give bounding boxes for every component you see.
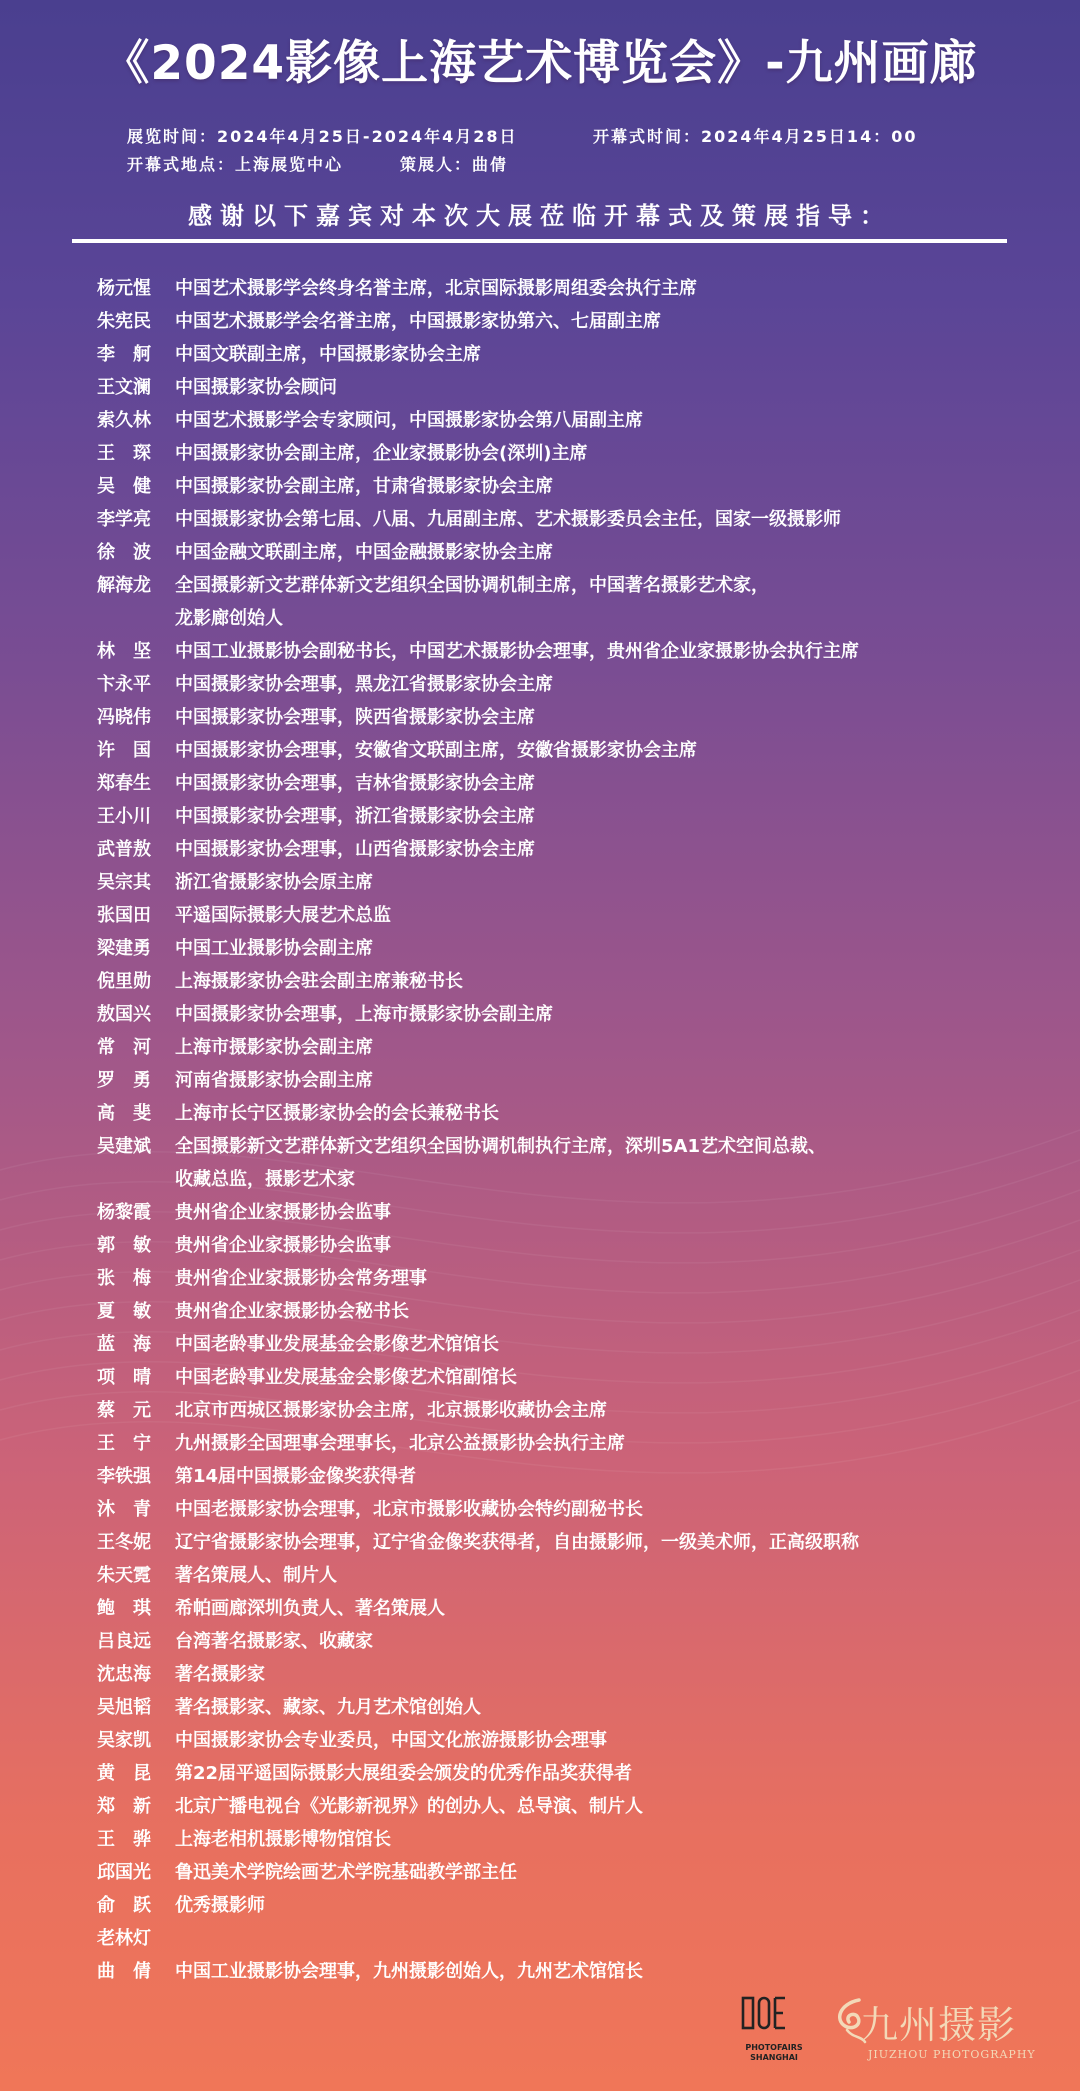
guest-description: 上海老相机摄影博物馆馆长 [175,1829,391,1850]
guest-name: 王 骅 [97,1829,151,1850]
guest-row [97,1427,1057,1460]
guest-description: 中国工业摄影协会副主席 [175,938,373,959]
guest-description: 平遥国际摄影大展艺术总监 [175,905,391,926]
guest-row [97,1691,1057,1724]
guest-name: 徐 波 [97,542,151,563]
guest-name: 王小川 [97,806,151,827]
guest-row [97,404,1057,437]
guest-row [97,635,1057,668]
guest-name: 罗 勇 [97,1070,151,1091]
guest-row [97,701,1057,734]
guest-row [97,1526,1057,1559]
guest-name: 倪里勋 [97,971,151,992]
guest-description: 中国摄影家协会专业委员，中国文化旅游摄影协会理事 [175,1730,607,1751]
guest-name: 鲍 琪 [97,1598,151,1619]
guest-row [97,866,1057,899]
guest-name: 项 晴 [97,1367,151,1388]
guest-row [97,833,1057,866]
guest-name: 李学亮 [97,509,151,530]
guest-description: 辽宁省摄影家协会理事，辽宁省金像奖获得者，自由摄影师，一级美术师，正高级职称 [175,1532,859,1553]
guest-row [97,1262,1057,1295]
guest-name: 武普敖 [97,839,151,860]
divider [72,239,1007,243]
guest-description: 贵州省企业家摄影协会监事 [175,1235,391,1256]
exhibition-time: 展览时间：2024年4月25日-2024年4月28日 [127,127,518,146]
guest-row [97,1658,1057,1691]
guest-name: 常 河 [97,1037,151,1058]
guest-name: 蓝 海 [97,1334,151,1355]
guest-row [97,1856,1057,1889]
guest-description: 优秀摄影师 [175,1895,265,1916]
guest-name: 卞永平 [97,674,151,695]
guest-row [97,1460,1057,1493]
guest-description: 上海市长宁区摄影家协会的会长兼秘书长 [175,1103,499,1124]
guest-name: 吴宗其 [97,872,151,893]
guest-name: 俞 跃 [97,1895,151,1916]
page-title: 《2024影像上海艺术博览会》-九州画廊 [102,36,978,91]
guest-name: 李铁强 [97,1466,151,1487]
guest-name: 蔡 元 [97,1400,151,1421]
guest-row [97,734,1057,767]
guest-name: 沐 青 [97,1499,151,1520]
guest-description: 上海摄影家协会驻会副主席兼秘书长 [175,971,463,992]
guest-row [97,1790,1057,1823]
guest-name: 夏 敏 [97,1301,151,1322]
guest-description: 中国金融文联副主席，中国金融摄影家协会主席 [175,542,553,563]
guest-description: 中国老摄影家协会理事，北京市摄影收藏协会特约副秘书长 [175,1499,643,1520]
guest-description: 中国艺术摄影学会名誉主席，中国摄影家协第六、七届副主席 [175,311,661,332]
guest-description: 中国摄影家协会理事，黑龙江省摄影家协会主席 [175,674,553,695]
guest-description: 浙江省摄影家协会原主席 [175,872,373,893]
guest-description: 中国工业摄影协会理事，九州摄影创始人，九州艺术馆馆长 [175,1961,643,1982]
guest-description: 贵州省企业家摄影协会监事 [175,1202,391,1223]
guest-description: 中国文联副主席，中国摄影家协会主席 [175,344,481,365]
guest-row [97,1922,1057,1955]
guest-row [97,536,1057,569]
guest-description: 全国摄影新文艺群体新文艺组织全国协调机制执行主席，深圳5A1艺术空间总裁、 收藏总监，摄影艺术家 [175,1136,826,1190]
photofairs-logo-icon [741,1995,787,2031]
guest-description: 贵州省企业家摄影协会秘书长 [175,1301,409,1322]
guest-name: 沈忠海 [97,1664,151,1685]
guest-row [97,569,1057,635]
guest-name: 王冬妮 [97,1532,151,1553]
guest-name: 高 斐 [97,1103,151,1124]
guest-row [97,503,1057,536]
guest-description: 贵州省企业家摄影协会常务理事 [175,1268,427,1289]
guest-description: 著名策展人、制片人 [175,1565,337,1586]
guest-description: 台湾著名摄影家、收藏家 [175,1631,373,1652]
guest-row [97,272,1057,305]
guest-name: 索久林 [97,410,151,431]
guest-row [97,1625,1057,1658]
guest-row [97,1361,1057,1394]
guest-name: 吴家凯 [97,1730,151,1751]
guest-row [97,1955,1057,1988]
thanks-heading: 感谢以下嘉宾对本次大展莅临开幕式及策展指导： [188,202,892,230]
guest-row [97,1064,1057,1097]
guest-description: 北京市西城区摄影家协会主席，北京摄影收藏协会主席 [175,1400,607,1421]
guest-name: 杨元惺 [97,278,151,299]
jiuzhou-logo-english: JIUZHOU PHOTOGRAPHY [868,2048,1036,2061]
guest-name: 吕良远 [97,1631,151,1652]
guest-list [97,272,1057,1988]
guest-row [97,1823,1057,1856]
guest-row [97,899,1057,932]
guest-name: 吴 健 [97,476,151,497]
guest-description: 著名摄影家、藏家、九月艺术馆创始人 [175,1697,481,1718]
guest-description: 中国摄影家协会理事，陕西省摄影家协会主席 [175,707,535,728]
guest-description: 中国摄影家协会顾问 [175,377,337,398]
guest-row [97,1229,1057,1262]
guest-row [97,998,1057,1031]
guest-name: 王 琛 [97,443,151,464]
guest-row [97,1394,1057,1427]
guest-row [97,1559,1057,1592]
guest-row [97,437,1057,470]
guest-description: 中国艺术摄影学会终身名誉主席，北京国际摄影周组委会执行主席 [175,278,697,299]
jiuzhou-logo-name: 九州摄影 [860,2003,1017,2047]
guest-name: 李 舸 [97,344,151,365]
photofairs-logo-text: PHOTOFAIRS SHANGHAI [745,2043,803,2062]
guest-name: 王文澜 [97,377,151,398]
guest-name: 解海龙 [97,575,151,596]
guest-description: 中国摄影家协会理事，安徽省文联副主席，安徽省摄影家协会主席 [175,740,697,761]
guest-description: 第22届平遥国际摄影大展组委会颁发的优秀作品奖获得者 [175,1763,633,1784]
guest-row [97,1493,1057,1526]
guest-description: 中国摄影家协会理事，吉林省摄影家协会主席 [175,773,535,794]
guest-row [97,1097,1057,1130]
guest-description: 中国老龄事业发展基金会影像艺术馆馆长 [175,1334,499,1355]
opening-venue: 开幕式地点：上海展览中心 [127,155,344,174]
guest-row [97,470,1057,503]
guest-description: 全国摄影新文艺群体新文艺组织全国协调机制主席，中国著名摄影艺术家， 龙影廊创始人 [175,575,769,629]
guest-description: 中国摄影家协会理事，上海市摄影家协会副主席 [175,1004,553,1025]
guest-name: 黄 昆 [97,1763,151,1784]
guest-description: 中国摄影家协会副主席，甘肃省摄影家协会主席 [175,476,553,497]
guest-name: 吴旭韬 [97,1697,151,1718]
guest-description: 中国摄影家协会理事，浙江省摄影家协会主席 [175,806,535,827]
guest-description: 鲁迅美术学院绘画艺术学院基础教学部主任 [175,1862,517,1883]
guest-row [97,1757,1057,1790]
guest-name: 朱天霓 [97,1565,151,1586]
guest-name: 梁建勇 [97,938,151,959]
guest-name: 张 梅 [97,1268,151,1289]
guest-name: 敖国兴 [97,1004,151,1025]
guest-name: 许 国 [97,740,151,761]
guest-row [97,1295,1057,1328]
guest-description: 中国摄影家协会副主席，企业家摄影协会(深圳)主席 [175,443,588,464]
guest-name: 老林灯 [97,1928,151,1949]
guest-row [97,1592,1057,1625]
guest-name: 郭 敏 [97,1235,151,1256]
guest-description: 北京广播电视台《光影新视界》的创办人、总导演、制片人 [175,1796,643,1817]
guest-description: 中国老龄事业发展基金会影像艺术馆副馆长 [175,1367,517,1388]
guest-row [97,338,1057,371]
guest-description: 上海市摄影家协会副主席 [175,1037,373,1058]
guest-description: 中国摄影家协会理事，山西省摄影家协会主席 [175,839,535,860]
guest-row [97,305,1057,338]
guest-description: 河南省摄影家协会副主席 [175,1070,373,1091]
guest-description: 中国艺术摄影学会专家顾问，中国摄影家协会第八届副主席 [175,410,643,431]
guest-description: 第14届中国摄影金像奖获得者 [175,1466,417,1487]
guest-name: 朱宪民 [97,311,151,332]
guest-row [97,668,1057,701]
guest-name: 冯晓伟 [97,707,151,728]
guest-row [97,1724,1057,1757]
guest-row [97,1130,1057,1196]
guest-name: 王 宁 [97,1433,151,1454]
guest-row [97,800,1057,833]
guest-description: 中国摄影家协会第七届、八届、九届副主席、艺术摄影委员会主任，国家一级摄影师 [175,509,841,530]
guest-row [97,1328,1057,1361]
guest-description: 希帕画廊深圳负责人、著名策展人 [175,1598,445,1619]
guest-name: 杨黎霞 [97,1202,151,1223]
guest-description: 中国工业摄影协会副秘书长，中国艺术摄影协会理事，贵州省企业家摄影协会执行主席 [175,641,859,662]
guest-row [97,767,1057,800]
guest-name: 曲 倩 [97,1961,151,1982]
guest-description: 九州摄影全国理事会理事长，北京公益摄影协会执行主席 [175,1433,625,1454]
guest-description: 著名摄影家 [175,1664,265,1685]
guest-row [97,371,1057,404]
guest-name: 林 坚 [97,641,151,662]
guest-row [97,932,1057,965]
guest-name: 郑 新 [97,1796,151,1817]
guest-name: 郑春生 [97,773,151,794]
guest-row [97,1889,1057,1922]
guest-row [97,1031,1057,1064]
curator: 策展人：曲倩 [400,155,509,174]
opening-time: 开幕式时间：2024年4月25日14：00 [593,127,918,146]
guest-row [97,1196,1057,1229]
guest-name: 吴建斌 [97,1136,151,1157]
guest-row [97,965,1057,998]
guest-name: 张国田 [97,905,151,926]
guest-name: 邱国光 [97,1862,151,1883]
